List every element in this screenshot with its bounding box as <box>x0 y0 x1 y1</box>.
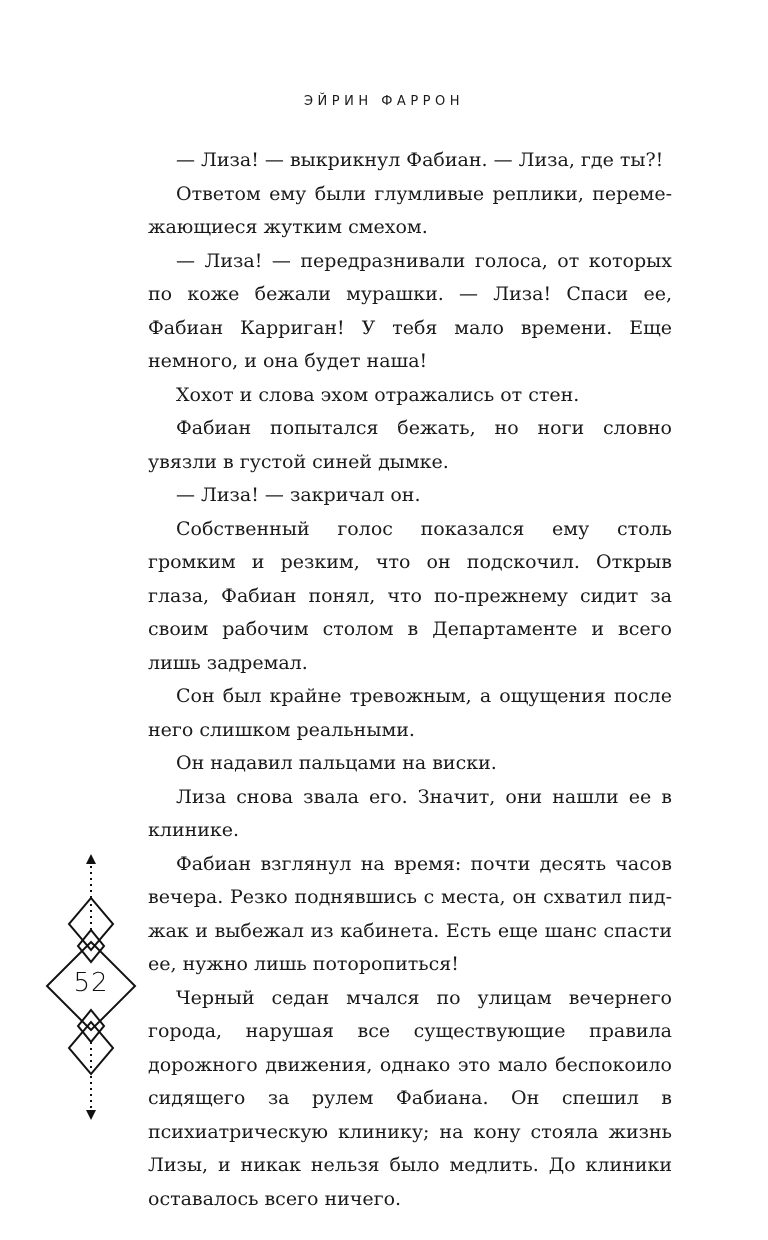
paragraph: Собственный голос показался ему столь громким и резким, что он подскочил. Открыв глаза, Фабиан понял, что по-прежнему сидит за своим рабочим столом в Департаменте и всего лишь задремал. <box>148 517 672 674</box>
paragraph: Лиза снова звала его. Значит, они нашли ее в клинике. <box>148 785 672 841</box>
diamond-ornament-icon <box>40 850 142 1150</box>
paragraph: — Лиза! — передразнивали голоса, от которых по коже бежали мурашки. — Лиза! Спаси ее, Фабиан Карриган! У тебя мало времени. Еще немного, и она будет наша! <box>148 249 672 372</box>
paragraph: Хохот и слова эхом отражались от стен. <box>176 383 580 406</box>
page-number: 52 <box>73 968 109 998</box>
paragraph: Фабиан взглянул на время: почти десять часов вечера. Резко поднявшись с места, он схватил пиджак и выбежал из кабинета. Есть еще шанс спасти ее, нужно лишь поторопиться! <box>148 852 672 975</box>
paragraph: Сон был крайне тревожным, а ощущения после него слишком реальными. <box>148 685 672 741</box>
page-number-ornament <box>40 850 142 1150</box>
paragraph: Ответом ему были глумливые реплики, перемежающиеся жутким смехом. <box>148 182 672 238</box>
paragraph: Фабиан попытался бежать, но ноги словно увязли в густой синей дымке. <box>148 417 672 473</box>
paragraph: — Лиза! — выкрикнул Фабиан. — Лиза, где ты?! <box>176 149 664 171</box>
paragraph: Он надавил пальцами на виски. <box>176 752 497 774</box>
page-body-text <box>148 144 672 1216</box>
paragraph: — Лиза! — закричал он. <box>176 484 421 506</box>
running-header-author: ЭЙРИН ФАРРОН <box>303 94 465 109</box>
paragraph: Черный седан мчался по улицам вечернего города, нарушая все существующие правила дорожного движения, однако это мало беспокоило сидящего за рулем Фабиана. Он спешил в психиатрическую клинику; на кону стояла жизнь Лизы, и никак нельзя было медлить. До клиники оставалось всего ничего. <box>148 986 672 1210</box>
